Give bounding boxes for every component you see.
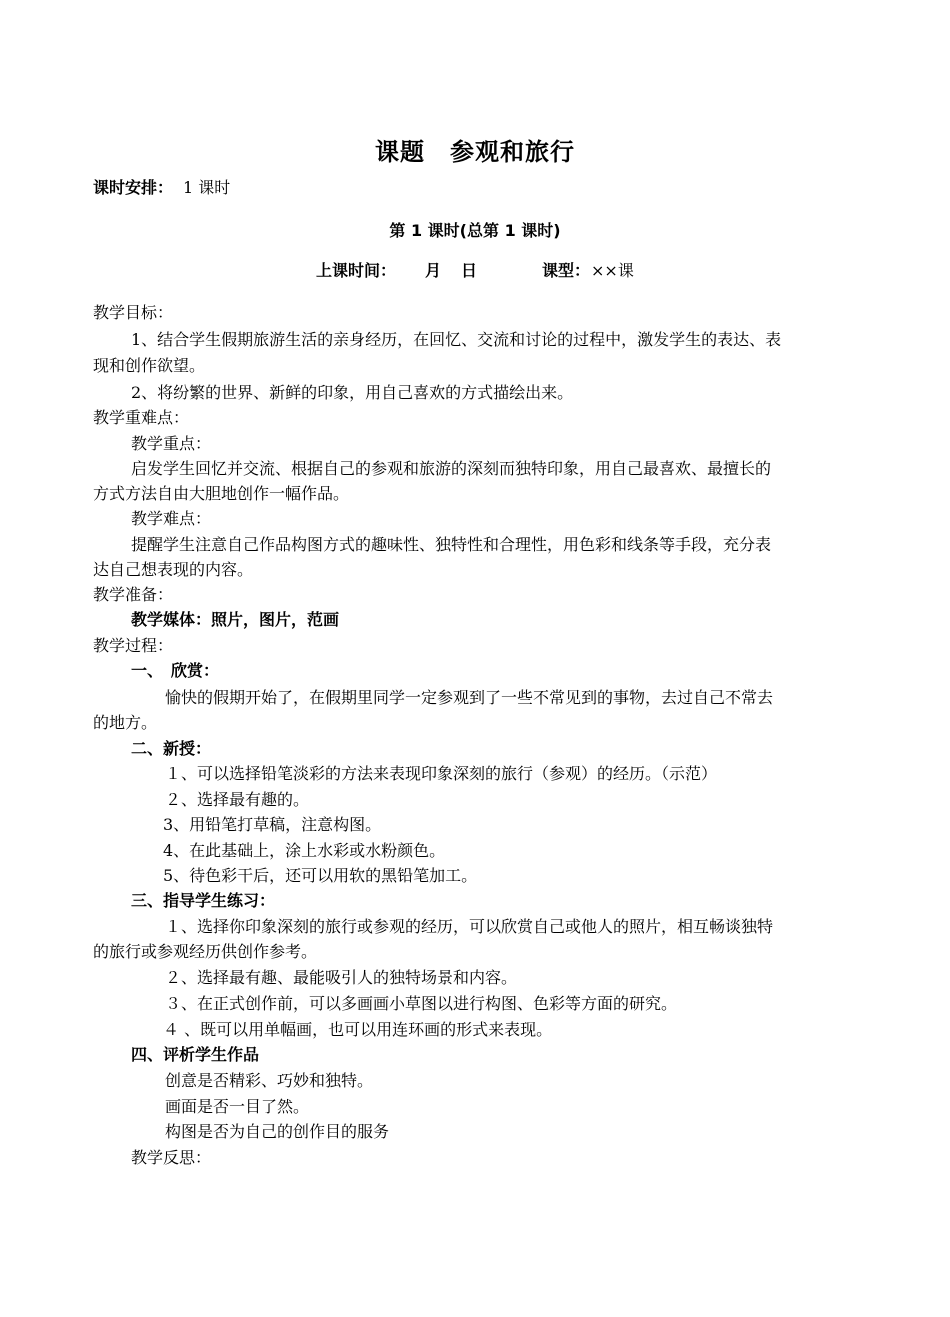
focus-line-2: 方式方法自由大胆地创作一幅作品。 (93, 484, 350, 503)
section-4-item: 构图是否为自己的创作目的服务 (165, 1122, 390, 1141)
section-2-item: 3、用铅笔打草稿，注意构图。 (163, 815, 382, 834)
difficulty-line-2: 达自己想表现的内容。 (93, 560, 254, 579)
difficulty-label: 教学难点： (131, 509, 212, 528)
focus-label: 教学重点： (131, 434, 212, 453)
class-day: 日 (461, 261, 478, 280)
section-2-item: 4、在此基础上，涂上水彩或水粉颜色。 (163, 841, 446, 860)
section-2-item: 5、待色彩干后，还可以用软的黑铅笔加工。 (163, 866, 478, 885)
section-4-item: 创意是否精彩、巧妙和独特。 (165, 1071, 374, 1090)
schedule-value: 1 课时 (183, 178, 231, 197)
process-heading: 教学过程： (93, 636, 174, 655)
section-3-item-1-line-1: １、选择你印象深刻的旅行或参观的经历，可以欣赏自己或他人的照片，相互畅谈独特 (165, 917, 774, 936)
section-1-line-2: 的地方。 (93, 713, 158, 732)
class-time-label: 上课时间： (316, 261, 397, 280)
section-3-item: ４ 、既可以用单幅画，也可以用连环画的形式来表现。 (163, 1020, 553, 1039)
section-1-heading: 一、 欣赏： (131, 661, 220, 680)
reflection-label: 教学反思： (131, 1148, 212, 1167)
section-3-item: ２、选择最有趣、最能吸引人的独特场景和内容。 (165, 968, 518, 987)
class-month: 月 (425, 261, 442, 280)
focus-line-1: 启发学生回忆并交流、根据自己的参观和旅游的深刻而独特印象，用自己最喜欢、最擅长的 (131, 459, 772, 478)
difficulty-line-1: 提醒学生注意自己作品构图方式的趣味性、独特性和合理性，用色彩和线条等手段，充分表 (131, 535, 772, 554)
section-2-heading: 二、新授： (131, 739, 212, 758)
section-3-item: ３、在正式创作前，可以多画画小草图以进行构图、色彩等方面的研究。 (165, 994, 678, 1013)
section-4-item: 画面是否一目了然。 (165, 1097, 310, 1116)
page-title: 课题 参观和旅行 (375, 138, 575, 166)
class-type-value: ××课 (591, 261, 634, 280)
objective-2: 2、将纷繁的世界、新鲜的印象，用自己喜欢的方式描绘出来。 (131, 383, 574, 402)
preparation-heading: 教学准备： (93, 585, 174, 604)
preparation-media: 教学媒体：照片，图片，范画 (131, 610, 340, 629)
lesson-number: 第 1 课时(总第 1 课时) (389, 221, 561, 240)
section-4-heading: 四、评析学生作品 (131, 1045, 260, 1064)
schedule-label: 课时安排： (93, 178, 174, 197)
objective-1-line-1: 1、结合学生假期旅游生活的亲身经历，在回忆、交流和讨论的过程中，激发学生的表达、表 (131, 330, 782, 349)
section-2-item: ２、选择最有趣的。 (165, 790, 310, 809)
objectives-heading: 教学目标： (93, 303, 174, 322)
objective-1-line-2: 现和创作欲望。 (93, 356, 206, 375)
key-points-heading: 教学重难点： (93, 408, 190, 427)
section-3-item-1-line-2: 的旅行或参观经历供创作参考。 (93, 942, 318, 961)
section-3-heading: 三、指导学生练习： (131, 891, 276, 910)
section-1-line-1: 愉快的假期开始了，在假期里同学一定参观到了一些不常见到的事物，去过自己不常去 (165, 688, 774, 707)
section-2-item: １、可以选择铅笔淡彩的方法来表现印象深刻的旅行（参观）的经历。（示范） (165, 764, 718, 783)
class-type-label: 课型： (542, 261, 591, 280)
